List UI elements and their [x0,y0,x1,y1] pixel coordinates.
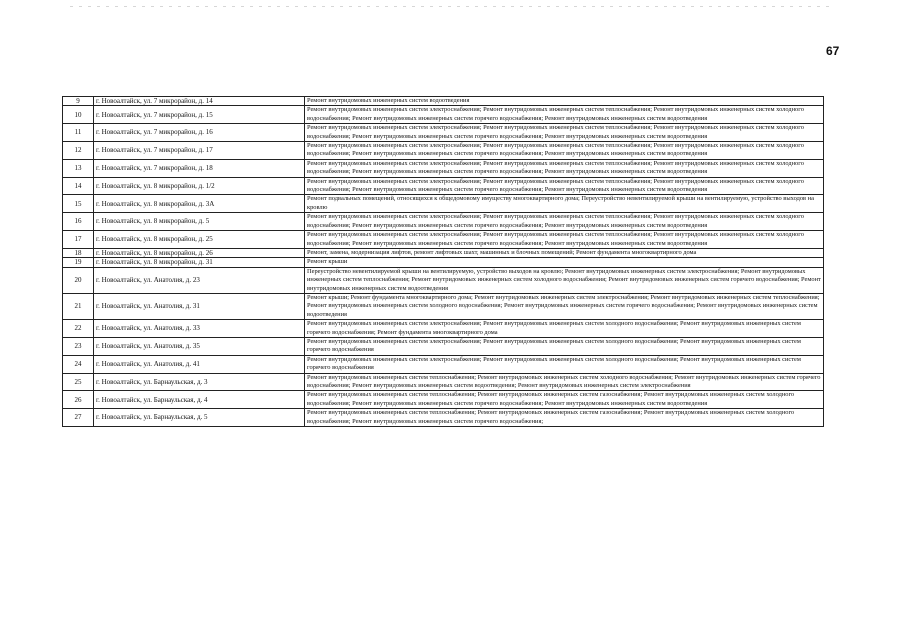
table-row [63,106,824,124]
works-cell: Переустройство невентилируемой крыши на вентилируемую, устройство выходов на кровлю; Ремонт внутридомовых инженерных систем электроснабжения; Ремонт внутридомовых инженерных систем теплоснабжения; Ремонт внутридомовых инженерных систем холодного водоснабжения; Ремонт внутридомовых инженерных систем горячего водоснабжения; Ремонт внутридомовых инженерных систем водоотведения [305,267,824,293]
address-cell: г. Новоалтайск, ул. 8 микрорайон, д. 1/2 [94,177,305,195]
works-cell: Ремонт внутридомовых инженерных систем электроснабжения; Ремонт внутридомовых инженерных систем теплоснабжения; Ремонт внутридомовых инженерных систем холодного водоснабжения; Ремонт внутридомовых инженерных систем горячего водоснабжения; Ремонт внутридомовых инженерных систем водоотведения [305,231,824,249]
works-cell: Ремонт внутридомовых инженерных систем электроснабжения; Ремонт внутридомовых инженерных систем теплоснабжения; Ремонт внутридомовых инженерных систем холодного водоснабжения; Ремонт внутридомовых инженерных систем горячего водоснабжения; Ремонт внутридомовых инженерных систем водоотведения [305,106,824,124]
repair-works-table [62,96,824,427]
page-number: 67 [826,44,840,58]
row-number-cell: 20 [63,267,94,293]
table-row [63,267,824,293]
table-row [63,195,824,213]
row-number-cell: 14 [63,177,94,195]
address-cell: г. Новоалтайск, ул. 7 микрорайон, д. 18 [94,159,305,177]
address-cell: г. Новоалтайск, ул. 8 микрорайон, д. 3А [94,195,305,213]
works-cell: Ремонт внутридомовых инженерных систем электроснабжения; Ремонт внутридомовых инженерных систем холодного водоснабжения; Ремонт внутридомовых инженерных систем горячего водоснабжения [305,337,824,355]
table-row [63,320,824,338]
works-cell: Ремонт внутридомовых инженерных систем электроснабжения; Ремонт внутридомовых инженерных систем холодного водоснабжения; Ремонт внутридомовых инженерных систем горячего водоснабжения; Ремонт фундамента многоквартирного дома [305,320,824,338]
table-row [63,124,824,142]
works-cell: Ремонт внутридомовых инженерных систем теплоснабжения; Ремонт внутридомовых инженерных систем газоснабжения; Ремонт внутридомовых инженерных систем холодного водоснабжения; Ремонт внутридомовых инженерных систем горячего водоснабжения; Ремонт внутридомовых инженерных систем водоотведения [305,391,824,409]
works-cell: Ремонт внутридомовых инженерных систем электроснабжения; Ремонт внутридомовых инженерных систем теплоснабжения; Ремонт внутридомовых инженерных систем холодного водоснабжения; Ремонт внутридомовых инженерных систем горячего водоснабжения; Ремонт внутридомовых инженерных систем водоотведения [305,142,824,160]
row-number-cell: 26 [63,391,94,409]
address-cell: г. Новоалтайск, ул. Анатолия, д. 35 [94,337,305,355]
address-cell: г. Новоалтайск, ул. Анатолия, д. 41 [94,355,305,373]
row-number-cell: 27 [63,409,94,427]
row-number-cell: 19 [63,258,94,267]
address-cell: г. Новоалтайск, ул. 7 микрорайон, д. 15 [94,106,305,124]
works-cell: Ремонт внутридомовых инженерных систем водоотведения [305,97,824,106]
address-cell: г. Новоалтайск, ул. 8 микрорайон, д. 25 [94,231,305,249]
table-row [63,177,824,195]
address-cell: г. Новоалтайск, ул. 8 микрорайон, д. 31 [94,258,305,267]
address-cell: г. Новоалтайск, ул. Барнаульская, д. 3 [94,373,305,391]
works-cell: Ремонт внутридомовых инженерных систем электроснабжения; Ремонт внутридомовых инженерных систем холодного водоснабжения; Ремонт внутридомовых инженерных систем горячего водоснабжения [305,355,824,373]
works-cell: Ремонт внутридомовых инженерных систем электроснабжения; Ремонт внутридомовых инженерных систем теплоснабжения; Ремонт внутридомовых инженерных систем холодного водоснабжения; Ремонт внутридомовых инженерных систем горячего водоснабжения; Ремонт внутридомовых инженерных систем водоотведения [305,159,824,177]
address-cell: г. Новоалтайск, ул. Анатолия, д. 23 [94,267,305,293]
table-row [63,213,824,231]
row-number-cell: 21 [63,293,94,319]
address-cell: г. Новоалтайск, ул. 7 микрорайон, д. 17 [94,142,305,160]
table-row [63,258,824,267]
works-cell: Ремонт подвальных помещений, относящихся к общедомовому имуществу многоквартирного дома; Переустройство невентилируемой крыши на вентилируемую, устройство выходов на кровлю [305,195,824,213]
works-cell: Ремонт внутридомовых инженерных систем электроснабжения; Ремонт внутридомовых инженерных систем теплоснабжения; Ремонт внутридомовых инженерных систем холодного водоснабжения; Ремонт внутридомовых инженерных систем горячего водоснабжения; Ремонт внутридомовых инженерных систем водоотведения [305,124,824,142]
table-row [63,373,824,391]
row-number-cell: 16 [63,213,94,231]
table-row [63,409,824,427]
works-cell: Ремонт внутридомовых инженерных систем теплоснабжения; Ремонт внутридомовых инженерных систем холодного водоснабжения; Ремонт внутридомовых инженерных систем горячего водоснабжения; Ремонт внутридомовых инженерных систем водоотведения; Ремонт внутридомовых инженерных систем электроснабжения [305,373,824,391]
row-number-cell: 9 [63,97,94,106]
works-cell: Ремонт крыши [305,258,824,267]
table-row [63,159,824,177]
table-row [63,142,824,160]
address-cell: г. Новоалтайск, ул. 8 микрорайон, д. 26 [94,248,305,257]
scan-artifact-line [70,6,830,7]
table-row [63,337,824,355]
row-number-cell: 25 [63,373,94,391]
address-cell: г. Новоалтайск, ул. Барнаульская, д. 5 [94,409,305,427]
row-number-cell: 11 [63,124,94,142]
table-row [63,391,824,409]
row-number-cell: 12 [63,142,94,160]
works-cell: Ремонт внутридомовых инженерных систем электроснабжения; Ремонт внутридомовых инженерных систем теплоснабжения; Ремонт внутридомовых инженерных систем холодного водоснабжения; Ремонт внутридомовых инженерных систем горячего водоснабжения; Ремонт внутридомовых инженерных систем водоотведения [305,213,824,231]
address-cell: г. Новоалтайск, ул. Анатолия, д. 31 [94,293,305,319]
address-cell: г. Новоалтайск, ул. 7 микрорайон, д. 16 [94,124,305,142]
address-cell: г. Новоалтайск, ул. Барнаульская, д. 4 [94,391,305,409]
table-row [63,248,824,257]
works-cell: Ремонт крыши; Ремонт фундамента многоквартирного дома; Ремонт внутридомовых инженерных систем электроснабжения; Ремонт внутридомовых инженерных систем теплоснабжения; Ремонт внутридомовых инженерных систем холодного водоснабжения; Ремонт внутридомовых инженерных систем горячего водоснабжения; Ремонт внутридомовых инженерных систем водоотведения [305,293,824,319]
table-row [63,231,824,249]
table-row [63,97,824,106]
address-cell: г. Новоалтайск, ул. Анатолия, д. 33 [94,320,305,338]
row-number-cell: 24 [63,355,94,373]
row-number-cell: 17 [63,231,94,249]
row-number-cell: 15 [63,195,94,213]
works-cell: Ремонт, замена, модернизация лифтов, ремонт лифтовых шахт, машинных и блочных помещений; Ремонт фундамента многоквартирного дома [305,248,824,257]
works-cell: Ремонт внутридомовых инженерных систем теплоснабжения; Ремонт внутридомовых инженерных систем газоснабжения; Ремонт внутридомовых инженерных систем холодного водоснабжения; Ремонт внутридомовых инженерных систем горячего водоснабжения; [305,409,824,427]
address-cell: г. Новоалтайск, ул. 7 микрорайон, д. 14 [94,97,305,106]
row-number-cell: 23 [63,337,94,355]
works-cell: Ремонт внутридомовых инженерных систем электроснабжения; Ремонт внутридомовых инженерных систем теплоснабжения; Ремонт внутридомовых инженерных систем холодного водоснабжения; Ремонт внутридомовых инженерных систем горячего водоснабжения; Ремонт внутридомовых инженерных систем водоотведения [305,177,824,195]
address-cell: г. Новоалтайск, ул. 8 микрорайон, д. 5 [94,213,305,231]
table-row [63,355,824,373]
row-number-cell: 13 [63,159,94,177]
row-number-cell: 18 [63,248,94,257]
table-body [63,97,824,427]
table-row [63,293,824,319]
row-number-cell: 22 [63,320,94,338]
row-number-cell: 10 [63,106,94,124]
